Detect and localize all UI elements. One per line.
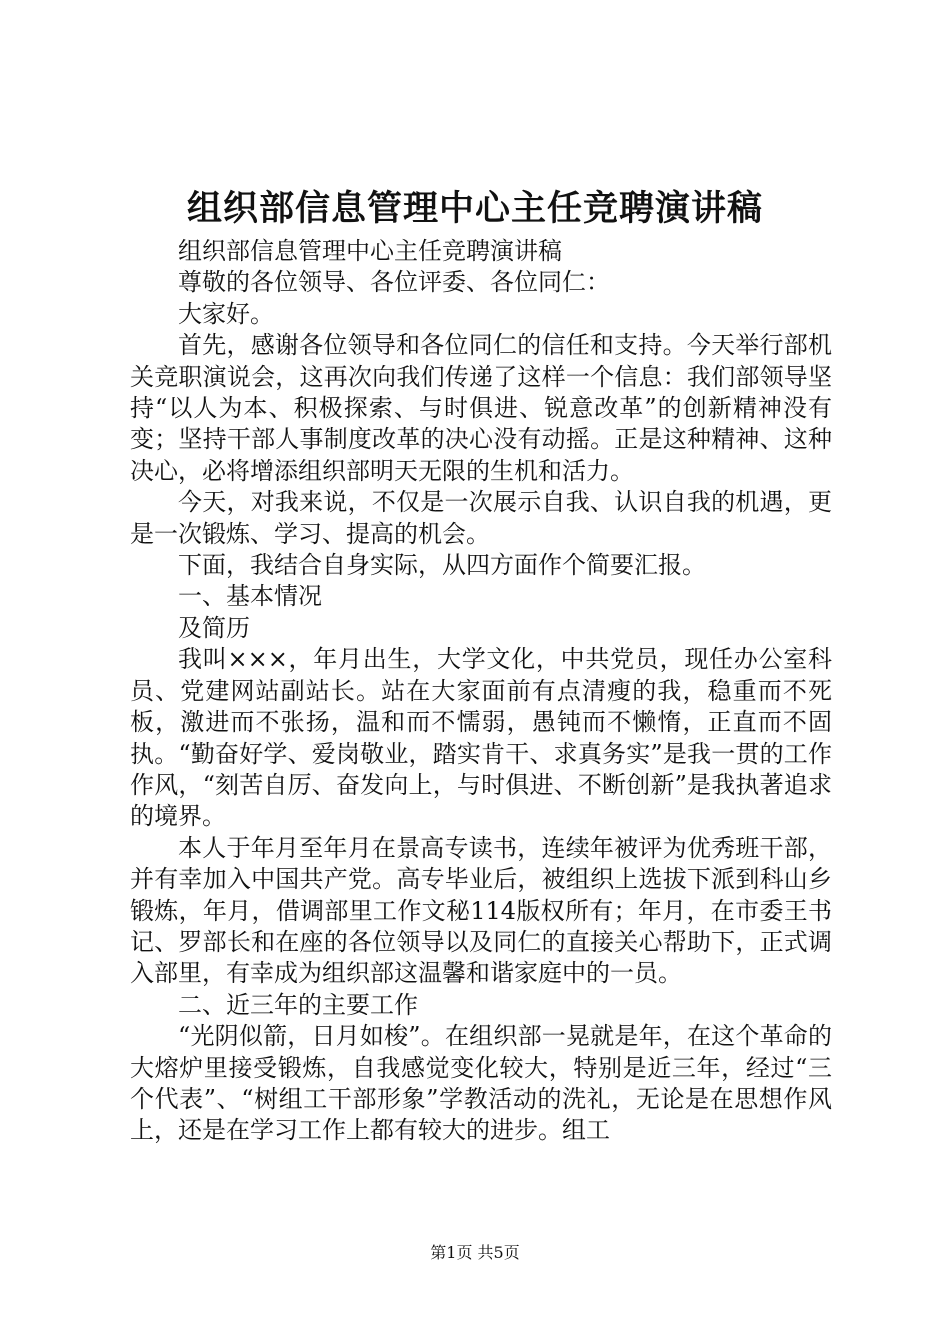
document-body (130, 236, 832, 1147)
paragraph-salutation: 尊敬的各位领导、各位评委、各位同仁： (178, 268, 610, 297)
section-heading-main-work: 二、近三年的主要工作 (178, 990, 418, 1019)
page-number-footer: 第1页 共5页 (430, 1243, 520, 1262)
paragraph-overview: 下面，我结合自身实际，从四方面作个简要汇报。 (178, 551, 706, 580)
paragraph-thanks: 首先，感谢各位领导和各位同仁的信任和支持。今天举行部机关竞职演说会，这再次向我们传递了这样一个信息：我们部领导坚持“以人为本、积极探索、与时俱进、锐意改革”的创新精神没有变；坚持干部人事制度改革的决心没有动摇。正是这种精神、这种决心，必将增添组织部明天无限的生机和活力。 (130, 331, 832, 485)
paragraph-heading-repeat: 组织部信息管理中心主任竞聘演讲稿 (178, 237, 562, 265)
paragraph-opportunity: 今天，对我来说，不仅是一次展示自我、认识自我的机遇，更是一次锻炼、学习、提高的机会。 (130, 488, 832, 548)
paragraph-career: 本人于年月至年月在景高专读书，连续年被评为优秀班干部，并有幸加入中国共产党。高专毕业后，被组织上选拔下派到科山乡锻炼，年月，借调部里工作文秘114版权所有；年月，在市委王书记、罗部长和在座的各位领导以及同仁的直接关心帮助下，正式调入部里，有幸成为组织部这温馨和谐家庭中的一员。 (130, 833, 832, 988)
paragraph-self-intro: 我叫×××，年月出生，大学文化，中共党员，现任办公室科员、党建网站副站长。站在大家面前有点清瘦的我，稳重而不死板，激进而不张扬，温和而不懦弱，愚钝而不懒惰，正直而不固执。“勤奋好学、爱岗敬业，踏实肯干、求真务实”是我一贯的工作作风，“刻苦自厉、奋发向上，与时俱进、不断创新”是我执著追求的境界。 (130, 645, 832, 831)
section-heading-resume: 及简历 (178, 613, 250, 642)
document-title: 组织部信息管理中心主任竞聘演讲稿 (186, 188, 763, 229)
section-heading-basic-info: 一、基本情况 (178, 582, 322, 611)
paragraph-greeting: 大家好。 (178, 299, 274, 328)
paragraph-main-work: “光阴似箭，日月如梭”。在组织部一晃就是年，在这个革命的大熔炉里接受锻炼，自我感觉变化较大，特别是近三年，经过“三个代表”、“树组工干部形象”学教活动的洗礼，无论是在思想作风上，还是在学习工作上都有较大的进步。组工 (130, 1022, 832, 1145)
